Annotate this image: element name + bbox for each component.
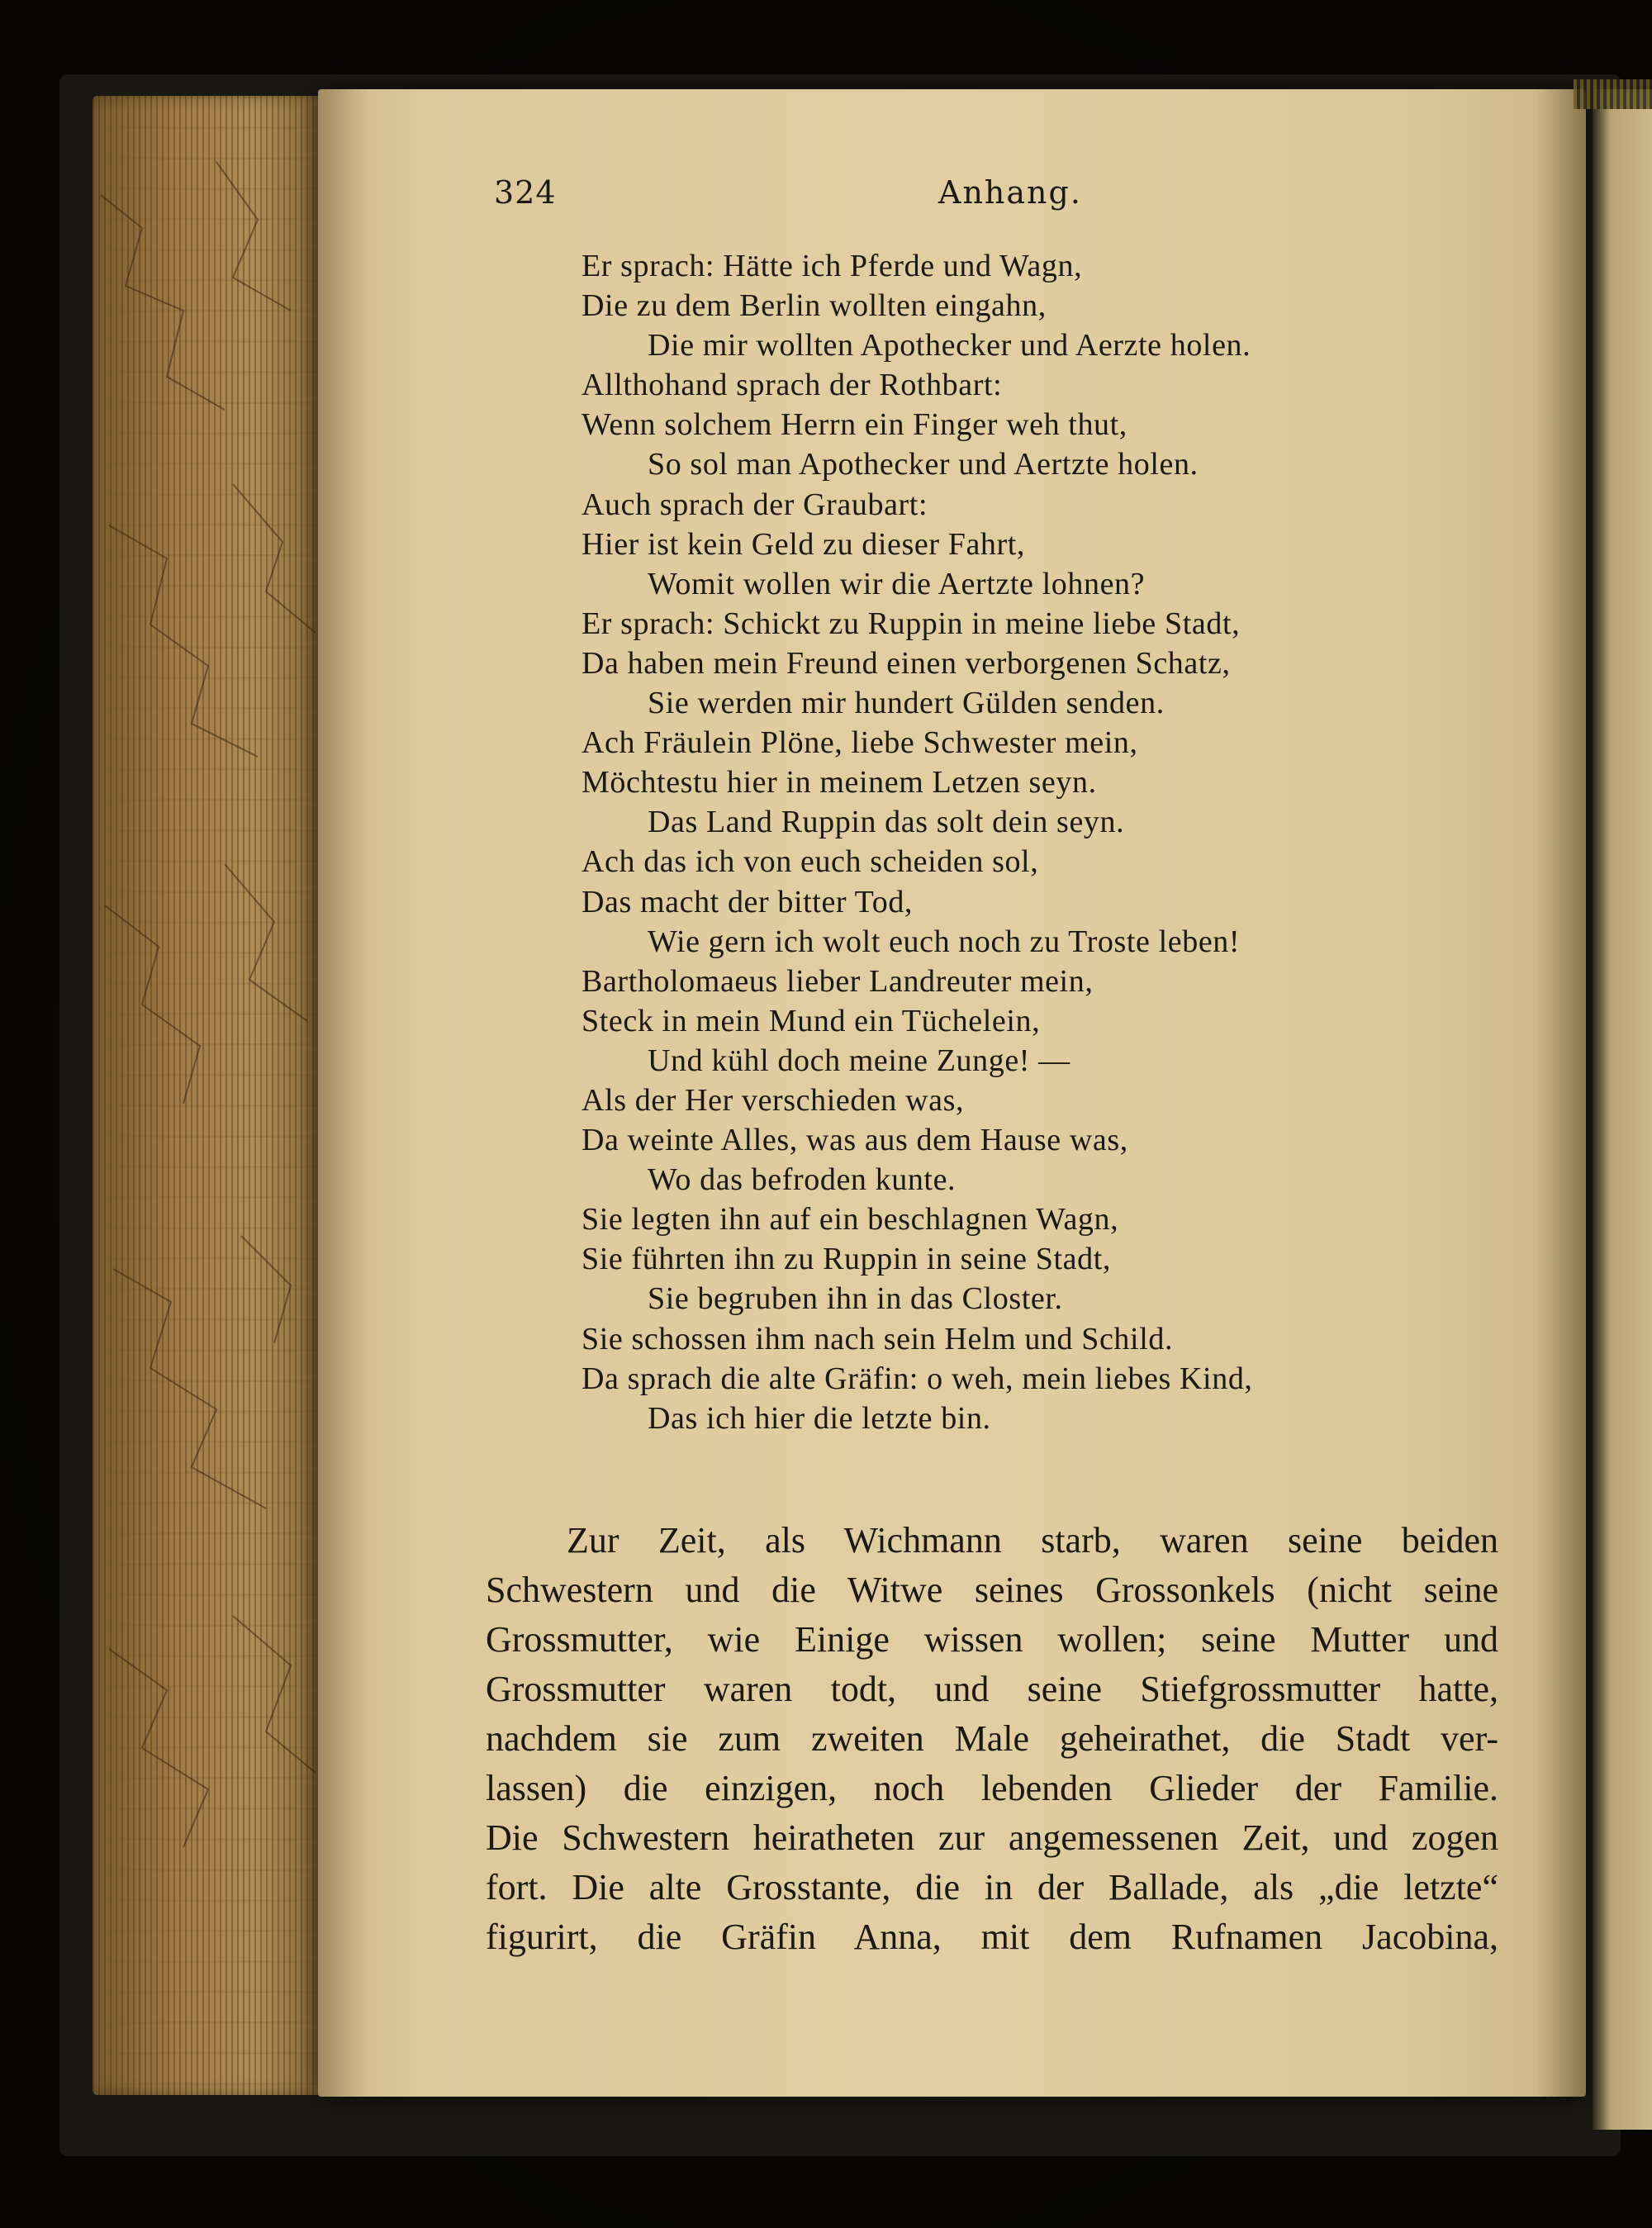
verse-line: Steck in mein Mund ein Tüchelein,	[582, 1003, 1041, 1038]
page-edge-texture	[93, 96, 324, 2095]
verse-line: Und kühl doch meine Zunge! —	[648, 1043, 1070, 1078]
verse-line: Hier ist kein Geld zu dieser Fahrt,	[582, 526, 1026, 562]
verse-line: Das Land Ruppin das solt dein seyn.	[648, 805, 1125, 840]
verse-line: Sie werden mir hundert Gülden senden.	[648, 686, 1165, 721]
prose-line: Zur Zeit, als Wichmann starb, waren seine beiden	[567, 1520, 1498, 1561]
verse-line: Wo das befroden kunte.	[648, 1162, 957, 1198]
verse-line: Allthohand sprach der Rothbart:	[582, 368, 1003, 403]
verse-line: Die zu dem Berlin wollten eingahn,	[582, 288, 1047, 324]
verse-line: Die mir wollten Apothecker und Aerzte holen.	[648, 328, 1251, 363]
verse-line: Er sprach: Hätte ich Pferde und Wagn,	[582, 249, 1083, 283]
running-title: Anhang.	[938, 174, 1082, 211]
verse-line: Da weinte Alles, was aus dem Hause was,	[582, 1123, 1128, 1158]
verse-line: Ach das ich von euch scheiden sol,	[582, 844, 1039, 880]
prose-line: nachdem sie zum zweiten Male geheirathet, die Stadt ver-	[486, 1718, 1498, 1759]
verse-line: Sie schossen ihm nach sein Helm und Schild.	[582, 1321, 1174, 1356]
verse-line: Wenn solchem Herrn ein Finger weh thut,	[582, 407, 1127, 443]
prose-line: Grossmutter, wie Einige wissen wollen; seine Mutter und	[486, 1619, 1498, 1660]
verse-line: Als der Her verschieden was,	[582, 1082, 965, 1118]
ballad-verse	[582, 246, 1457, 1438]
facing-page-edge	[1593, 89, 1652, 2130]
prose-line: lassen) die einzigen, noch lebenden Glieder der Familie.	[486, 1768, 1498, 1808]
page-header	[0, 174, 1652, 217]
verse-line: Das macht der bitter Tod,	[582, 884, 914, 919]
body-paragraph	[486, 1516, 1498, 1962]
verse-line: Da haben mein Freund einen verborgenen Schatz,	[582, 645, 1231, 681]
prose-line: Die Schwestern heiratheten zur angemessenen Zeit, und zogen	[486, 1817, 1498, 1858]
verse-line: Wie gern ich wolt euch noch zu Troste leben!	[648, 924, 1241, 959]
prose-line: figurirt, die Gräfin Anna, mit dem Rufnamen Jacobina,	[486, 1917, 1498, 1957]
verse-line: Bartholomaeus lieber Landreuter mein,	[582, 963, 1094, 999]
verse-line: Auch sprach der Graubart:	[582, 487, 928, 522]
verse-line: Sie begruben ihn in das Closter.	[648, 1281, 1063, 1317]
verse-line: Sie legten ihn auf ein beschlagnen Wagn,	[582, 1202, 1119, 1238]
verse-line: Womit wollen wir die Aertzte lohnen?	[648, 566, 1146, 601]
verse-line: Da sprach die alte Gräfin: o weh, mein liebes Kind,	[582, 1361, 1253, 1396]
verse-line: Ach Fräulein Plöne, liebe Schwester mein,	[582, 725, 1138, 761]
page-inner-shadow	[318, 89, 368, 2097]
binding-thread	[1574, 79, 1652, 109]
prose-line: Grossmutter waren todt, und seine Stiefgrossmutter hatte,	[486, 1669, 1498, 1709]
verse-line: Möchtestu hier in meinem Letzen seyn.	[582, 765, 1097, 800]
verse-line: So sol man Apothecker und Aertzte holen.	[648, 447, 1199, 482]
page-gutter-shadow	[1536, 89, 1586, 2097]
verse-line: Das ich hier die letzte bin.	[648, 1400, 991, 1436]
verse-line: Sie führten ihn zu Ruppin in seine Stadt,	[582, 1242, 1111, 1277]
page-number: 324	[494, 174, 557, 211]
verse-line: Er sprach: Schickt zu Ruppin in meine liebe Stadt,	[582, 606, 1241, 641]
prose-line: Schwestern und die Witwe seines Grossonkels (nicht seine	[486, 1570, 1498, 1610]
prose-line: fort. Die alte Grosstante, die in der Ballade, als „die letzte“	[486, 1867, 1498, 1907]
